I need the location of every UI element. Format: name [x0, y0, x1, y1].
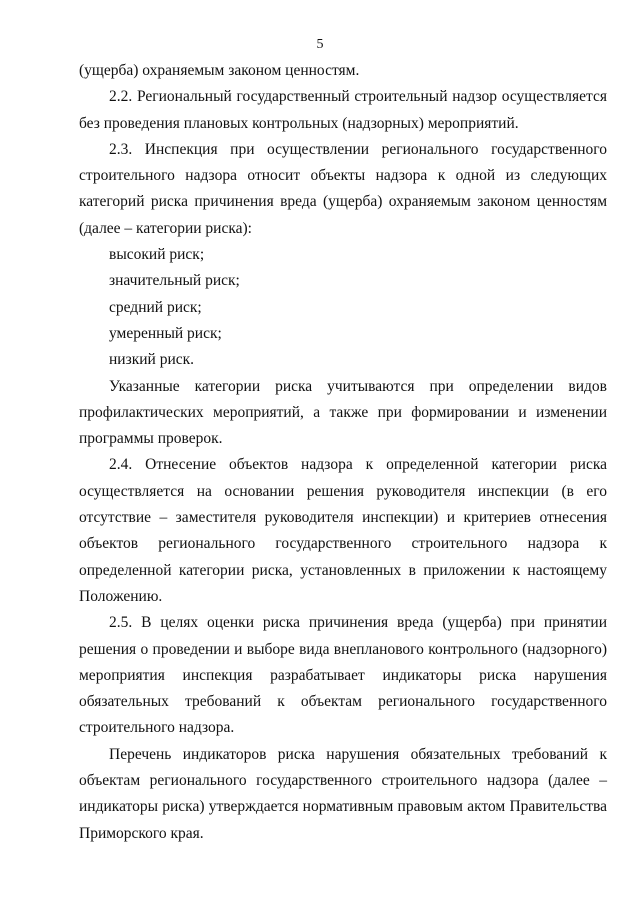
- risk-level-item: средний риск;: [109, 298, 202, 316]
- paragraph-2-2: 2.2. Региональный государственный строительный надзор осуществляется без проведения плановых контрольных (надзорных) мероприятий.: [79, 88, 607, 132]
- risk-level-item: умеренный риск;: [109, 324, 222, 342]
- risk-level-item: значительный риск;: [109, 272, 240, 290]
- risk-level-item: высокий риск;: [109, 246, 205, 264]
- paragraph-2-3: 2.3. Инспекция при осуществлении регионального государственного строительного надзора относит объекты надзора к одной из следующих категорий риска причинения вреда (ущерба) охраняемым законом ценностям (далее – категории риска):: [79, 140, 607, 237]
- document-body: [79, 58, 607, 847]
- paragraph-risk-categories-note: Указанные категории риска учитываются при определении видов профилактических мероприятий, а также при формировании и изменении программы проверок.: [79, 377, 607, 448]
- paragraph-risk-indicators-list: Перечень индикаторов риска нарушения обязательных требований к объектам регионального государственного строительного надзора (далее – индикаторы риска) утверждается нормативным правовым актом Правительства Приморского края.: [79, 745, 607, 842]
- paragraph-continuation: (ущерба) охраняемым законом ценностям.: [79, 62, 360, 79]
- risk-level-item: низкий риск.: [109, 351, 195, 369]
- paragraph-2-5: 2.5. В целях оценки риска причинения вреда (ущерба) при принятии решения о проведении и выборе вида внепланового контрольного (надзорного) мероприятия инспекция разрабатывает индикаторы риска нарушения обязательных требований к объектам регионального государственного строительного надзора.: [79, 614, 607, 737]
- paragraph-2-4: 2.4. Отнесение объектов надзора к определенной категории риска осуществляется на основании решения руководителя инспекции (в его отсутствие – заместителя руководителя инспекции) и критериев отнесения объектов регионального государственного строительного надзора к определенной категории риска, установленных в приложении к настоящему Положению.: [79, 456, 607, 605]
- page-number: 5: [316, 37, 324, 52]
